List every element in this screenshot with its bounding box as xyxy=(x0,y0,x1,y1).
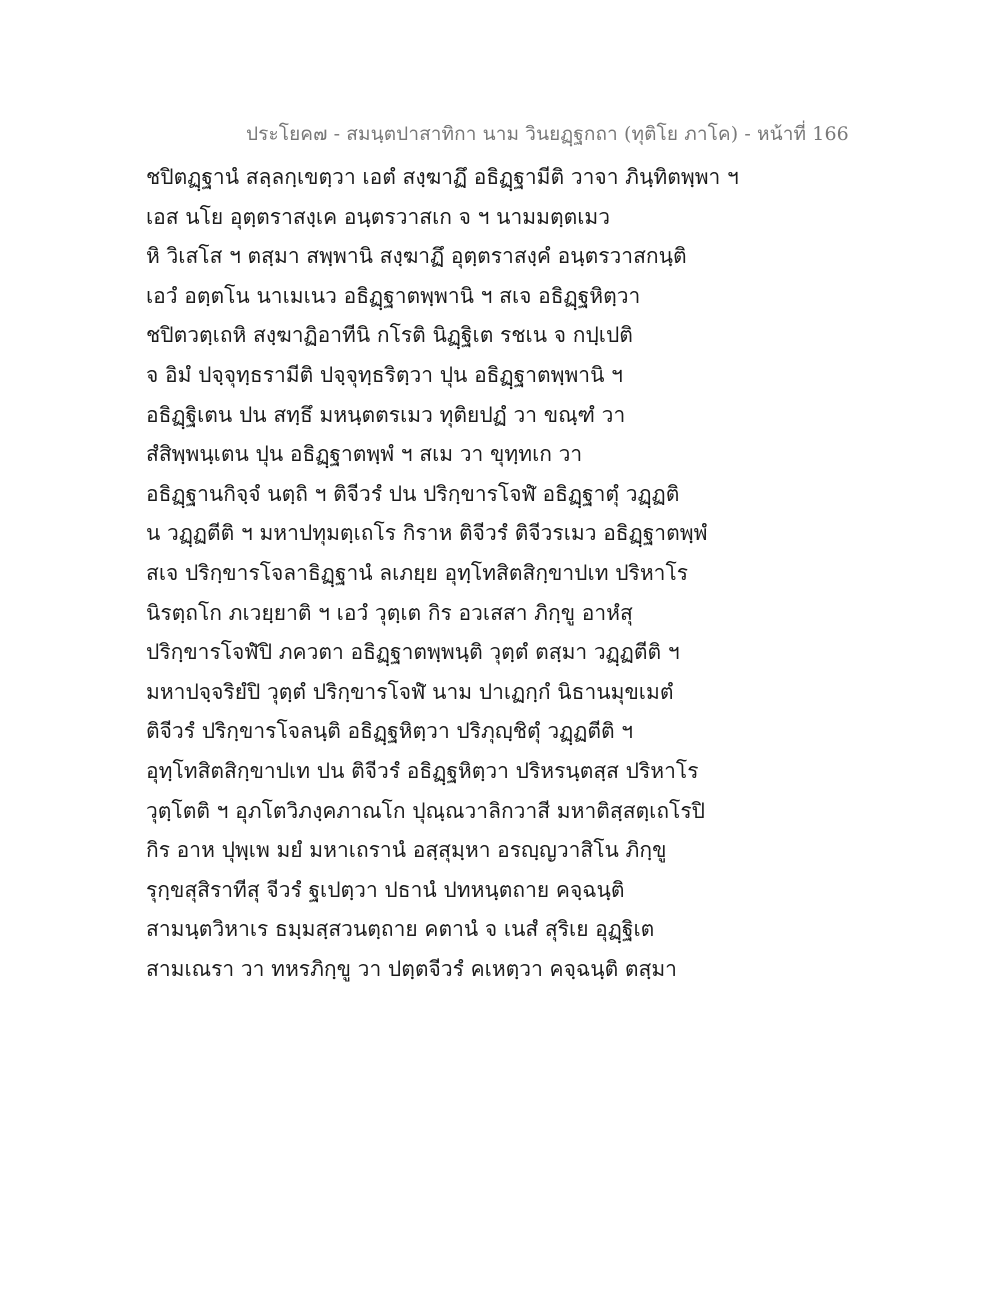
text-line: กิร อาห ปุพฺเพ มยํ มหาเถรานํ อสฺสุมฺหา อรญฺญวาสิโน ภิกฺขู xyxy=(146,838,667,863)
text-line: ชปิตวตฺเถหิ สงฺฆาฏิอาทีนิ กโรติ นิฏฺฐิเต รชเน จ กปฺเปติ xyxy=(146,323,633,348)
text-line: ปริกฺขารโจฬํปิ ภควตา อธิฏฺฐาตพฺพนฺติ วุตฺตํ ตสฺมา วฏฺฏตีติ ฯ xyxy=(146,640,680,665)
text-line: สามเณรา วา ทหรภิกฺขู วา ปตฺตจีวรํ คเหตฺวา คจฺฉนฺติ ตสฺมา xyxy=(146,956,677,981)
text-line: ติจีวรํ ปริกฺขารโจลนฺติ อธิฏฺฐหิตฺวา ปริภุญฺชิตุํ วฏฺฏตีติ ฯ xyxy=(146,719,634,744)
text-line: น วฏฺฏตีติ ฯ มหาปทุมตฺเถโร กิราห ติจีวรํ ติจีวรเมว อธิฏฺฐาตพฺพํ xyxy=(146,521,708,546)
text-line: เอส นโย อุตฺตราสงฺเค อนฺตรวาสเก จ ฯ นามมตฺตเมว xyxy=(146,204,611,229)
text-line: สามนฺตวิหาเร ธมฺมสฺสวนตฺถาย คตานํ จ เนสํ สุริเย อุฏฺฐิเต xyxy=(146,917,655,942)
text-line: อธิฏฺฐิเตน ปน สทฺธึ มหนฺตตรเมว ทุติยปฏํ วา ขณฺฑํ วา xyxy=(146,402,626,427)
text-line: ชปิตฏฺฐานํ สลฺลกฺเขตฺวา เอตํ สงฺฆาฏึ อธิฏฺฐามีติ วาจา ภินฺทิตพฺพา ฯ xyxy=(146,165,739,189)
text-line: หิ วิเสโส ฯ ตสฺมา สพฺพานิ สงฺฆาฏึ อุตฺตราสงฺคํ อนฺตรวาสกนฺติ xyxy=(146,244,687,269)
text-line: สํสิพฺพนฺเตน ปุน อธิฏฺฐาตพฺพํ ฯ สเม วา ขุทฺทเก วา xyxy=(146,442,583,467)
text-line: วุตฺโตติ ฯ อุภโตวิภงฺคภาณโก ปุณฺณวาลิกวาสี มหาติสฺสตฺเถโรปิ xyxy=(146,798,705,823)
running-header: ประโยค๗ - สมนฺตปาสาทิกา นาม วินยฏฺฐกถา (ทุติโย ภาโค) - หน้าที่ 166 xyxy=(246,123,849,145)
text-line: มหาปจฺจริยํปิ วุตฺตํ ปริกฺขารโจฬํ นาม ปาเฏกฺกํ นิธานมุขเมตํ xyxy=(146,679,674,704)
text-line: นิรตฺถโก ภเวยฺยาติ ฯ เอวํ วุตฺเต กิร อวเสสา ภิกฺขู อาหํสุ xyxy=(146,600,633,625)
text-line: สเจ ปริกฺขารโจลาธิฏฺฐานํ ลเภยฺย อุทฺโทสิตสิกฺขาปเท ปริหาโร xyxy=(146,560,689,585)
text-line: อธิฏฺฐานกิจฺจํ นตฺถิ ฯ ติจีวรํ ปน ปริกฺขารโจฬํ อธิฏฺฐาตุํ วฏฺฏติ xyxy=(146,481,680,506)
body-text xyxy=(146,158,846,989)
text-line: เอวํ อตฺตโน นาเมเนว อธิฏฺฐาตพฺพานิ ฯ สเจ อธิฏฺฐหิตฺวา xyxy=(146,283,641,308)
text-line: จ อิมํ ปจฺจุทฺธรามีติ ปจฺจุทฺธริตฺวา ปุน อธิฏฺฐาตพฺพานิ ฯ xyxy=(146,362,623,387)
text-line: รุกฺขสุสิราทีสุ จีวรํ ฐเปตฺวา ปธานํ ปทหนฺตถาย คจฺฉนฺติ xyxy=(146,877,625,902)
text-line: อุทฺโทสิตสิกฺขาปเท ปน ติจีวรํ อธิฏฺฐหิตฺวา ปริหรนฺตสฺส ปริหาโร xyxy=(146,758,699,783)
